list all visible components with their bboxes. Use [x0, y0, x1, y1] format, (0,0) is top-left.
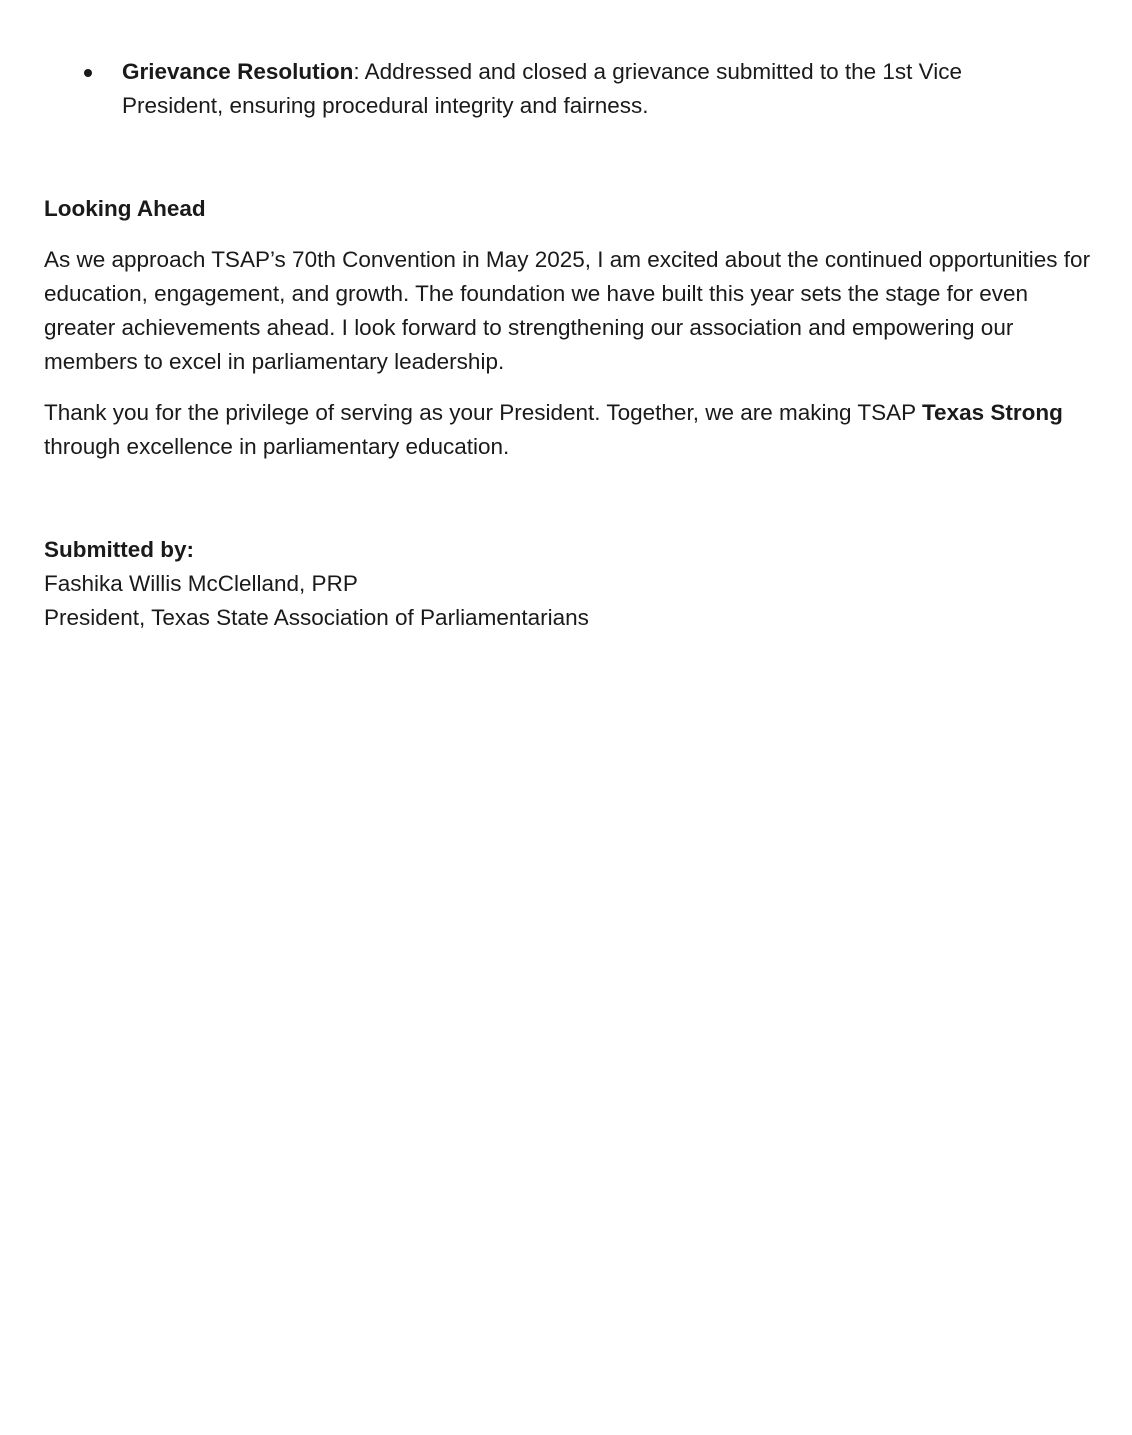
closing-paragraph [44, 396, 1094, 464]
bullet-title: Grievance Resolution [122, 59, 354, 84]
body-paragraph: As we approach TSAP’s 70th Convention in May 2025, I am excited about the continued opportunities for education, engagement, and growth. The foundation we have built this year sets the stage for even greater achievements ahead. I look forward to strengthening our association and empowering our members to excel in parliamentary leadership. [44, 247, 1091, 374]
signature-block [44, 533, 1094, 635]
submitter-name: Fashika Willis McClelland, PRP [44, 571, 358, 596]
document-page [44, 55, 1094, 635]
list-item [44, 55, 1062, 123]
bullet-text: : Addressed and closed a grievance submitted to the 1st Vice President, ensuring procedural integrity and fairness. [122, 59, 963, 118]
closing-text-start: Thank you for the privilege of serving as your President. Together, we are making TSAP [44, 400, 922, 425]
accomplishment-list [44, 55, 1094, 123]
submitter-title: President, Texas State Association of Parliamentarians [44, 605, 589, 630]
closing-text-end: through excellence in parliamentary education. [44, 434, 510, 459]
section-heading: Looking Ahead [44, 196, 206, 221]
submitted-by-label: Submitted by: [44, 537, 194, 562]
bullet-icon [84, 69, 92, 77]
closing-text-emphasis: Texas Strong [921, 400, 1063, 425]
